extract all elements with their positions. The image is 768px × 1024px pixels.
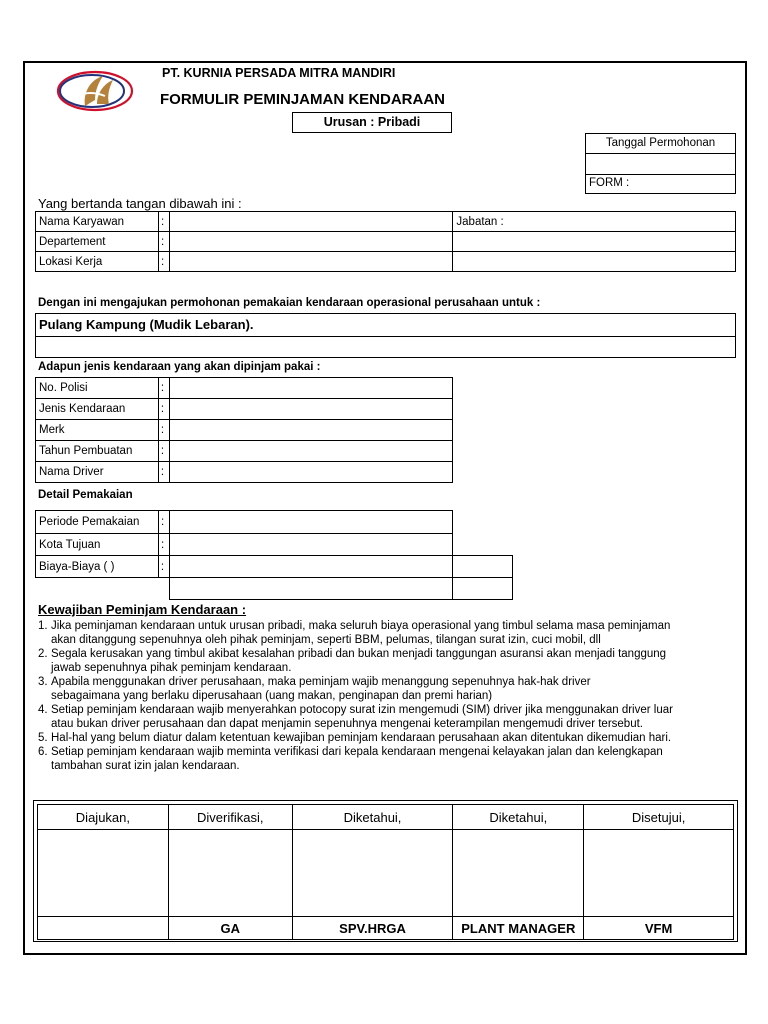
signature-header-row [38, 805, 734, 830]
signature-header: Disetujui, [584, 805, 734, 830]
vehicle-row [36, 441, 453, 462]
biaya-extra-field[interactable] [453, 556, 513, 578]
form-number-label: FORM : [589, 177, 630, 189]
list-item: 5. Hal-hal yang belum diatur dalam ketentuan kewajiban peminjam kendaraan perusahaan akan ditentukan dikemudian hari. [38, 732, 672, 744]
signature-area-diverifikasi[interactable] [168, 830, 292, 917]
jabatan-label: Jabatan : [456, 215, 504, 228]
employee-row-nama [36, 212, 736, 232]
biaya-total-extra-field[interactable] [453, 578, 513, 600]
row-label: Nama Karyawan [36, 212, 159, 232]
row-colon: : [158, 462, 169, 483]
jabatan-field[interactable] [453, 212, 736, 232]
usage-table [35, 510, 453, 556]
signature-role: SPV.HRGA [292, 917, 453, 940]
purpose-text: Pulang Kampung (Mudik Lebaran). [39, 317, 254, 332]
signature-area-diketahui-2[interactable] [453, 830, 584, 917]
company-logo-icon [55, 66, 135, 114]
vehicle-heading: Adapun jenis kendaraan yang akan dipinjam pakai : [38, 361, 321, 373]
nama-karyawan-field[interactable] [169, 212, 452, 232]
tanggal-permohonan-label: Tanggal Permohonan [605, 137, 716, 149]
signature-header: Diajukan, [38, 805, 169, 830]
urusan-box: Urusan : Pribadi [292, 112, 452, 133]
vehicle-row [36, 378, 453, 399]
merk-field[interactable] [169, 420, 452, 441]
biaya-total-field[interactable] [169, 578, 452, 600]
list-item: 2. Segala kerusakan yang timbul akibat kesalahan pribadi dan bukan menjadi tanggungan asuransi akan menjadi tanggung jawab sepenuhnya pihak peminjam kendaraan. [38, 648, 667, 674]
row-label: Tahun Pembuatan [36, 441, 159, 462]
signature-space-row [38, 830, 734, 917]
empty-cell [36, 578, 159, 600]
vehicle-row [36, 399, 453, 420]
usage-row [36, 556, 513, 578]
signature-area-disetujui[interactable] [584, 830, 734, 917]
signature-role-row [38, 917, 734, 940]
kota-tujuan-field[interactable] [169, 534, 452, 556]
vehicle-table [35, 377, 453, 483]
vehicle-row [36, 420, 453, 441]
row-colon: : [158, 399, 169, 420]
row-label: Departement [36, 232, 159, 252]
row-colon: : [158, 232, 169, 252]
signature-role [38, 917, 169, 940]
empty-cell [453, 252, 736, 272]
row-colon: : [158, 441, 169, 462]
signature-area-diketahui-1[interactable] [292, 830, 453, 917]
signature-role: GA [168, 917, 292, 940]
jenis-kendaraan-field[interactable] [169, 399, 452, 420]
usage-row [36, 534, 453, 556]
signature-table [37, 804, 734, 940]
departement-field[interactable] [169, 232, 452, 252]
tahun-pembuatan-field[interactable] [169, 441, 452, 462]
row-label: Biaya-Biaya ( ) [36, 556, 159, 578]
empty-cell [453, 232, 736, 252]
obligations-title: Kewajiban Peminjam Kendaraan : [38, 602, 247, 617]
usage-row-blank [36, 578, 513, 600]
tanggal-permohonan-box [585, 133, 736, 194]
obligations-list [38, 619, 718, 773]
biaya-field[interactable] [169, 556, 452, 578]
request-statement: Dengan ini mengajukan permohonan pemakaian kendaraan operasional perusahaan untuk : [38, 297, 541, 309]
row-label: No. Polisi [36, 378, 159, 399]
signature-header: Diketahui, [292, 805, 453, 830]
row-colon: : [158, 511, 169, 534]
row-label: Periode Pemakaian [36, 511, 159, 534]
signature-role: VFM [584, 917, 734, 940]
signature-area-diajukan[interactable] [38, 830, 169, 917]
signature-header: Diverifikasi, [168, 805, 292, 830]
vehicle-row [36, 462, 453, 483]
row-colon: : [158, 252, 169, 272]
company-name: PT. KURNIA PERSADA MITRA MANDIRI [162, 66, 396, 80]
list-item: 3. Apabila menggunakan driver perusahaan, maka peminjam wajib menanggung sepenuhnya hak-hak driver sebagaimana yang berlaku diperusahaan (uang makan, penginapan dan premi harian) [38, 676, 591, 702]
biaya-table [35, 555, 513, 600]
row-label: Nama Driver [36, 462, 159, 483]
periode-pemakaian-field[interactable] [169, 511, 452, 534]
row-label: Jenis Kendaraan [36, 399, 159, 420]
no-polisi-field[interactable] [169, 378, 452, 399]
row-colon: : [158, 212, 169, 232]
employee-row-departement [36, 232, 736, 252]
nama-driver-field[interactable] [169, 462, 452, 483]
employee-row-lokasi [36, 252, 736, 272]
row-colon: : [158, 534, 169, 556]
purpose-box [35, 313, 736, 358]
intro-text: Yang bertanda tangan dibawah ini : [38, 196, 242, 211]
lokasi-kerja-field[interactable] [169, 252, 452, 272]
row-colon: : [158, 420, 169, 441]
signature-header: Diketahui, [453, 805, 584, 830]
list-item: 6. Setiap peminjam kendaraan wajib meminta verifikasi dari kepala kendaraan mengenai kelayakan jalan dan kelengkapan tambahan surat izin jalan kendaraan. [38, 746, 663, 772]
row-label: Kota Tujuan [36, 534, 159, 556]
row-label: Merk [36, 420, 159, 441]
employee-table [35, 211, 736, 272]
usage-heading: Detail Pemakaian [38, 489, 133, 501]
row-colon: : [158, 556, 169, 578]
row-label: Lokasi Kerja [36, 252, 159, 272]
signature-role: PLANT MANAGER [453, 917, 584, 940]
form-title: FORMULIR PEMINJAMAN KENDARAAN [160, 91, 445, 108]
row-colon: : [158, 378, 169, 399]
list-item: 1. Jika peminjaman kendaraan untuk urusan pribadi, maka seluruh biaya operasional yang timbul selama masa peminjaman akan ditanggung sepenuhnya oleh pihak peminjam, seperti BBM, pelumas, tilangan surat izin, cuci mobil, dll [38, 620, 671, 646]
usage-row [36, 511, 453, 534]
list-item: 4. Setiap peminjam kendaraan wajib menyerahkan potocopy surat izin mengemudi (SIM) driver jika menggunakan driver luar atau bukan driver perusahaan dan dapat menjamin sepenuhnya mengenai keterampilan mengemudi driver tersebut. [38, 704, 673, 730]
empty-cell [158, 578, 169, 600]
